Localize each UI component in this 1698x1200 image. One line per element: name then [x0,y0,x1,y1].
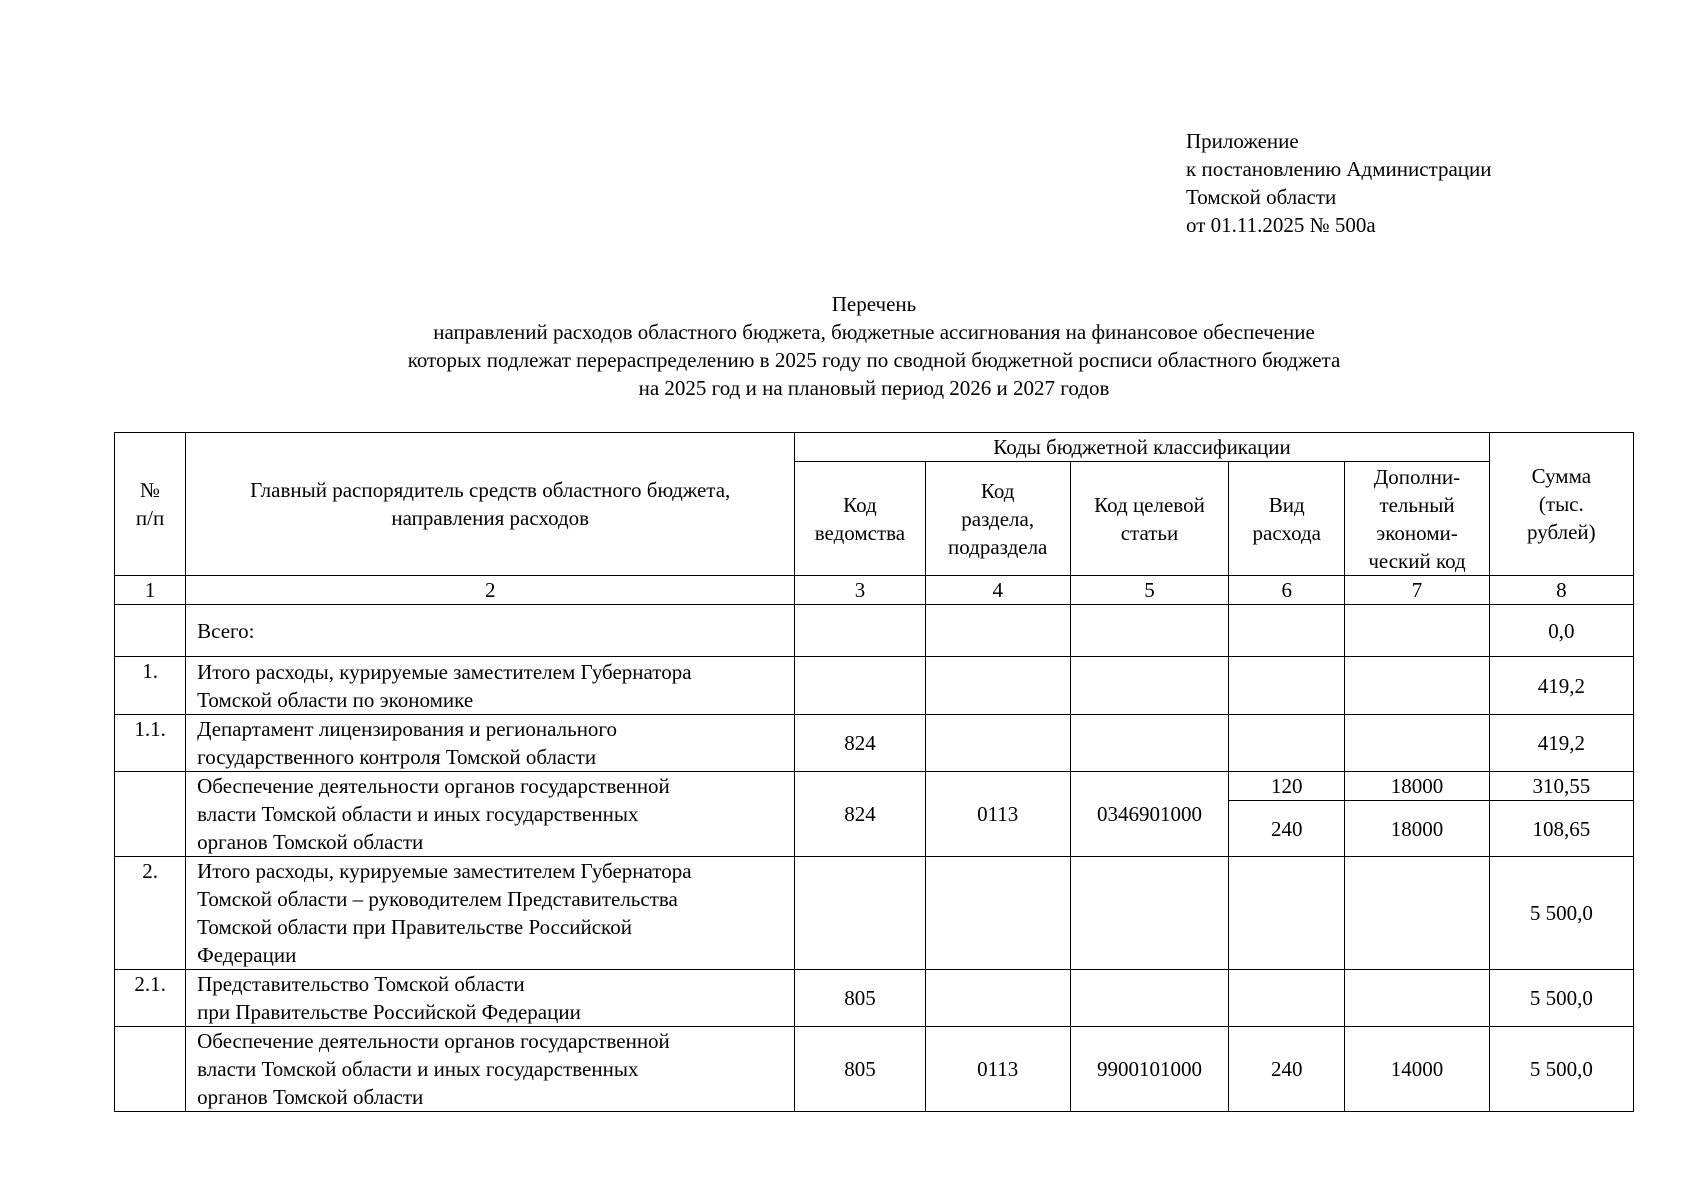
row-dept: 824 [795,772,925,857]
row-dept [795,657,925,715]
column-number: 4 [925,576,1070,605]
row-target: 0346901000 [1070,772,1228,857]
row-expense [1229,857,1345,970]
row-econ [1345,605,1489,657]
row-num: 1.1. [115,715,186,772]
row-target: 9900101000 [1070,1027,1228,1112]
row-name: Обеспечение деятельности органов государственной власти Томской области и иных государственных органов Томской области [186,1027,795,1112]
row-sum: 5 500,0 [1489,970,1633,1027]
column-number: 7 [1345,576,1489,605]
row-name: Обеспечение деятельности органов государственной власти Томской области и иных государственных органов Томской области [186,772,795,857]
column-number: 3 [795,576,925,605]
column-numbers-row [115,576,1634,605]
table-row [115,970,1634,1027]
row-expense: 120 [1229,772,1345,801]
row-dept: 805 [795,970,925,1027]
row-num: 2.1. [115,970,186,1027]
row-num: 2. [115,857,186,970]
row-sum: 310,55 [1489,772,1633,801]
row-section [925,857,1070,970]
row-expense: 240 [1229,801,1345,857]
column-number: 2 [186,576,795,605]
row-expense: 240 [1229,1027,1345,1112]
title-line: Перечень [831,292,917,316]
row-expense [1229,657,1345,715]
row-target [1070,970,1228,1027]
table-row [115,1027,1634,1112]
row-dept [795,857,925,970]
row-econ [1345,970,1489,1027]
title-line: на 2025 год и на плановый период 2026 и 2027 годов [638,376,1110,400]
row-econ [1345,857,1489,970]
row-econ [1345,715,1489,772]
row-num: 1. [115,657,186,715]
row-name: Представительство Томской области при Правительстве Российской Федерации [186,970,795,1027]
header-dept: Код ведомства [795,462,925,576]
table-row [115,857,1634,970]
header-sum: Сумма (тыс. рублей) [1489,433,1633,576]
row-sum: 5 500,0 [1489,857,1633,970]
row-num [115,1027,186,1112]
column-number: 5 [1070,576,1228,605]
row-num [115,772,186,857]
row-name: Департамент лицензирования и регионального государственного контроля Томской области [186,715,795,772]
column-number: 8 [1489,576,1633,605]
row-section [925,715,1070,772]
row-expense [1229,970,1345,1027]
row-expense [1229,715,1345,772]
row-section: 0113 [925,1027,1070,1112]
row-sum: 5 500,0 [1489,1027,1633,1112]
row-target [1070,857,1228,970]
row-dept: 824 [795,715,925,772]
row-dept [795,605,925,657]
row-name: Итого расходы, курируемые заместителем Губернатора Томской области – руководителем Представительства Томской области при Правительстве Российской Федерации [186,857,795,970]
column-number: 6 [1229,576,1345,605]
row-target [1070,657,1228,715]
header-codes-group: Коды бюджетной классификации [795,433,1489,462]
row-section: 0113 [925,772,1070,857]
row-dept: 805 [795,1027,925,1112]
header-name: Главный распорядитель средств областного бюджета, направления расходов [186,433,795,576]
row-num [115,605,186,657]
row-econ: 14000 [1345,1027,1489,1112]
header-expense: Вид расхода [1229,462,1345,576]
title-line: которых подлежат перераспределению в 2025 году по сводной бюджетной росписи областного бюджета [407,348,1341,372]
row-expense [1229,605,1345,657]
row-sum: 108,65 [1489,801,1633,857]
row-name: Итого расходы, курируемые заместителем Губернатора Томской области по экономике [186,657,795,715]
row-sum: 419,2 [1489,657,1633,715]
row-econ: 18000 [1345,801,1489,857]
row-name: Всего: [186,605,795,657]
row-section [925,605,1070,657]
annex-line: от 01.11.2025 № 500а [1186,213,1376,237]
document-title [114,290,1634,402]
title-line: направлений расходов областного бюджета, бюджетные ассигнования на финансовое обеспечение [433,320,1315,344]
annex-line: Томской области [1186,185,1337,209]
table-row [115,772,1634,801]
annex-block [1186,127,1492,239]
column-number: 1 [115,576,186,605]
budget-table [114,432,1634,1112]
header-econ: Дополни- тельный экономи- ческий код [1345,462,1489,576]
row-target [1070,715,1228,772]
annex-line: Приложение [1186,129,1299,153]
header-row [115,433,1634,462]
header-section: Код раздела, подраздела [925,462,1070,576]
row-section [925,657,1070,715]
table-row [115,715,1634,772]
annex-line: к постановлению Администрации [1186,157,1492,181]
header-num: № п/п [115,433,186,576]
row-section [925,970,1070,1027]
row-target [1070,605,1228,657]
row-sum: 419,2 [1489,715,1633,772]
row-sum: 0,0 [1489,605,1633,657]
table-row [115,657,1634,715]
row-econ [1345,657,1489,715]
table-row [115,605,1634,657]
header-target: Код целевой статьи [1070,462,1228,576]
row-econ: 18000 [1345,772,1489,801]
